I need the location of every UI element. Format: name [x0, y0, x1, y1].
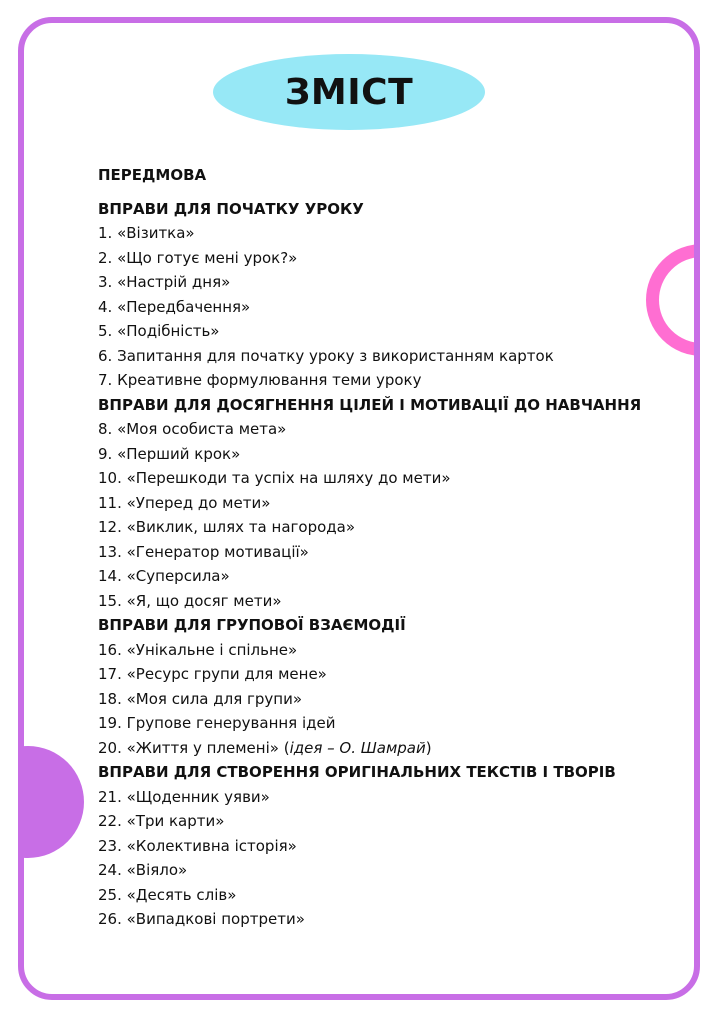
- title-oval: [213, 54, 485, 130]
- toc-item-text: 20. «Життя у племені» (: [98, 738, 290, 757]
- toc-item[interactable]: 5. «Подібність»: [98, 322, 220, 340]
- toc-item[interactable]: 3. «Настрій дня»: [98, 273, 231, 291]
- toc-item[interactable]: 17. «Ресурс групи для мене»: [98, 665, 327, 683]
- table-of-contents: [98, 163, 678, 932]
- toc-item[interactable]: 26. «Випадкові портрети»: [98, 910, 305, 928]
- toc-heading-original-texts[interactable]: ВПРАВИ ДЛЯ СТВОРЕННЯ ОРИГІНАЛЬНИХ ТЕКСТІВ І ТВОРІВ: [98, 763, 616, 781]
- page-title: ЗМІСТ: [284, 71, 414, 113]
- toc-item[interactable]: 2. «Що готує мені урок?»: [98, 248, 298, 267]
- toc-item[interactable]: 24. «Віяло»: [98, 861, 188, 879]
- toc-item[interactable]: 13. «Генератор мотивації»: [98, 542, 309, 561]
- toc-item[interactable]: 11. «Уперед до мети»: [98, 493, 271, 512]
- toc-item[interactable]: 14. «Суперсила»: [98, 567, 230, 585]
- toc-item[interactable]: 8. «Моя особиста мета»: [98, 420, 287, 438]
- toc-item[interactable]: [98, 736, 678, 761]
- toc-item[interactable]: 15. «Я, що досяг мети»: [98, 591, 282, 610]
- toc-item[interactable]: 25. «Десять слів»: [98, 885, 237, 904]
- toc-item-text-end: ): [425, 738, 432, 757]
- toc-item[interactable]: 16. «Унікальне і спільне»: [98, 640, 298, 659]
- toc-item[interactable]: 9. «Перший крок»: [98, 444, 241, 463]
- toc-item[interactable]: 1. «Візитка»: [98, 224, 195, 242]
- toc-item[interactable]: 7. Креативне формулювання теми уроку: [98, 371, 422, 389]
- toc-item[interactable]: 12. «Виклик, шлях та нагорода»: [98, 518, 356, 536]
- toc-item[interactable]: 18. «Моя сила для групи»: [98, 689, 303, 708]
- toc-heading-group-interaction[interactable]: ВПРАВИ ДЛЯ ГРУПОВОЇ ВЗАЄМОДІЇ: [98, 616, 406, 634]
- toc-item[interactable]: 10. «Перешкоди та успіх на шляху до мети»: [98, 469, 451, 487]
- toc-item[interactable]: 6. Запитання для початку уроку з використанням карток: [98, 346, 554, 365]
- toc-heading-preface[interactable]: ПЕРЕДМОВА: [98, 166, 207, 184]
- toc-heading-lesson-start[interactable]: ВПРАВИ ДЛЯ ПОЧАТКУ УРОКУ: [98, 199, 364, 218]
- toc-item[interactable]: 19. Групове генерування ідей: [98, 714, 336, 732]
- toc-item[interactable]: 21. «Щоденник уяви»: [98, 787, 270, 806]
- decorative-half-circle: [18, 746, 84, 858]
- page-frame: [18, 17, 700, 1000]
- toc-item-italic-credit: ідея – О. Шамрай: [289, 738, 426, 757]
- toc-item[interactable]: 22. «Три карти»: [98, 812, 225, 830]
- toc-heading-goals-motivation[interactable]: ВПРАВИ ДЛЯ ДОСЯГНЕННЯ ЦІЛЕЙ І МОТИВАЦІЇ ДО НАВЧАННЯ: [98, 395, 642, 414]
- toc-item[interactable]: 4. «Передбачення»: [98, 297, 251, 316]
- toc-item[interactable]: 23. «Колективна історія»: [98, 836, 297, 855]
